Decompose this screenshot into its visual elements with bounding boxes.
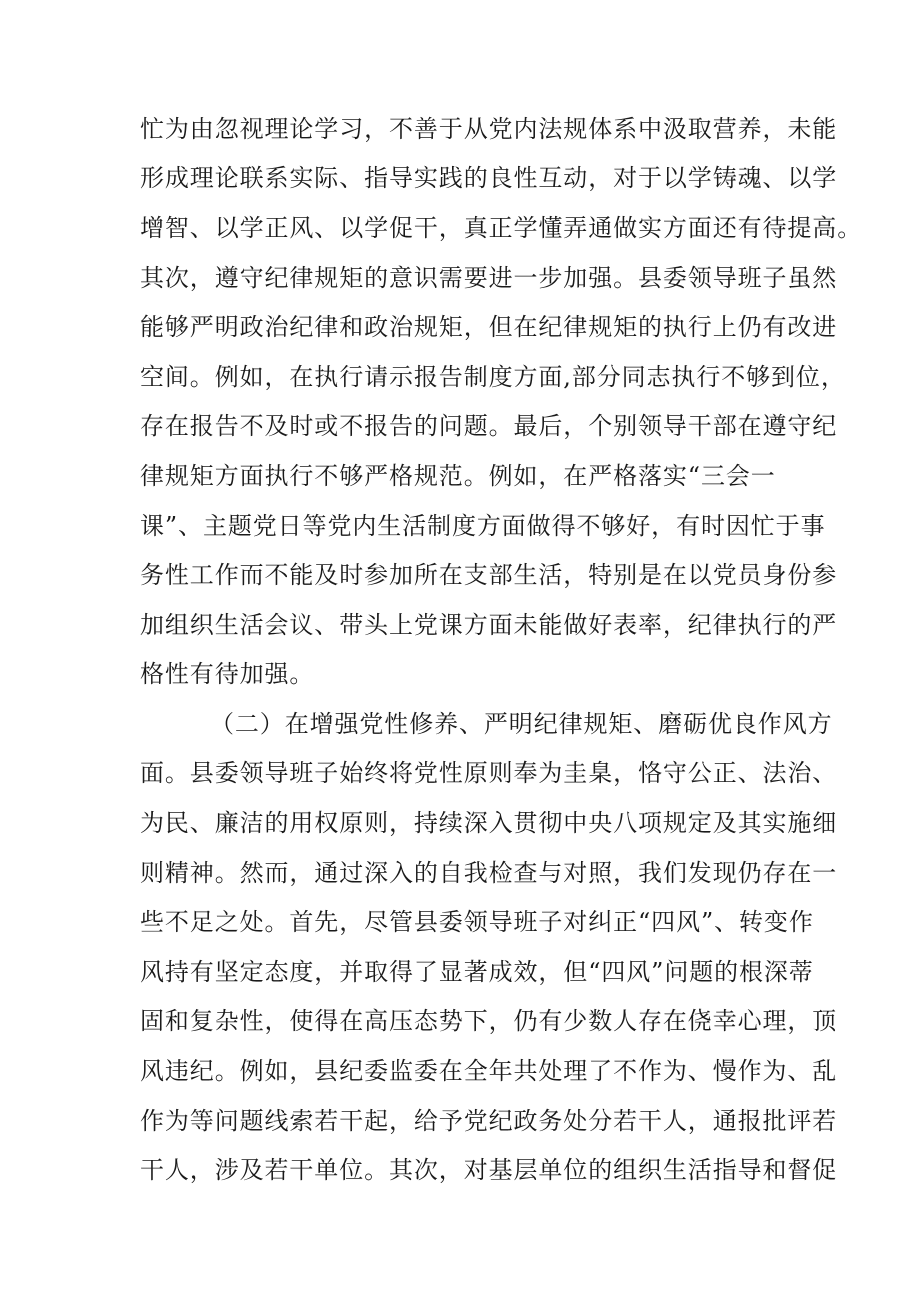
- text-line: 作为等问题线索若干起，给予党纪政务处分若干人，通报批评若: [140, 1107, 838, 1135]
- text-line: 些不足之处。首先，尽管县委领导班子对纠正“四风”、转变作: [140, 908, 814, 936]
- text-line: 增智、以学正风、以学促干，真正学懂弄通做实方面还有待提高。: [140, 214, 863, 242]
- text-line: 风持有坚定态度，并取得了显著成效，但“四风”问题的根深蒂: [140, 958, 814, 986]
- text-line: 格性有待加强。: [140, 660, 315, 688]
- text-line: 加组织生活会议、带头上党课方面未能做好表率，纪律执行的严: [140, 611, 838, 639]
- text-line: 空间。例如，在执行请示报告制度方面,部分同志执行不够到位，: [140, 363, 846, 391]
- text-line: 课”、主题党日等党内生活制度方面做得不够好，有时因忙于事: [140, 512, 826, 540]
- text-line: 务性工作而不能及时参加所在支部生活，特别是在以党员身份参: [140, 561, 838, 589]
- text-line: 其次，遵守纪律规矩的意识需要进一步加强。县委领导班子虽然: [140, 264, 838, 292]
- text-line: 面。县委领导班子始终将党性原则奉为圭臬，恪守公正、法治、: [140, 759, 838, 787]
- text-line: 忙为由忽视理论学习，不善于从党内法规体系中汲取营养，未能: [140, 115, 838, 143]
- text-line: 风违纪。例如，县纪委监委在全年共处理了不作为、慢作为、乱: [140, 1057, 838, 1085]
- section-heading-line: （二）在增强党性修养、严明纪律规矩、磨砺优良作风方: [210, 710, 833, 738]
- text-line: 为民、廉洁的用权原则，持续深入贯彻中央八项规定及其实施细: [140, 809, 838, 837]
- text-line: 则精神。然而，通过深入的自我检查与对照，我们发现仍存在一: [140, 859, 838, 887]
- text-line: 存在报告不及时或不报告的问题。最后，个别领导干部在遵守纪: [140, 412, 838, 440]
- text-line: 能够严明政治纪律和政治规矩，但在纪律规矩的执行上仍有改进: [140, 313, 838, 341]
- text-line: 干人，涉及若干单位。其次，对基层单位的组织生活指导和督促: [140, 1156, 838, 1184]
- text-line: 律规矩方面执行不够严格规范。例如，在严格落实“三会一: [140, 462, 776, 490]
- text-line: 形成理论联系实际、指导实践的良性互动，对于以学铸魂、以学: [140, 164, 838, 192]
- text-line: 固和复杂性，使得在高压态势下，仍有少数人存在侥幸心理，顶: [140, 1007, 838, 1035]
